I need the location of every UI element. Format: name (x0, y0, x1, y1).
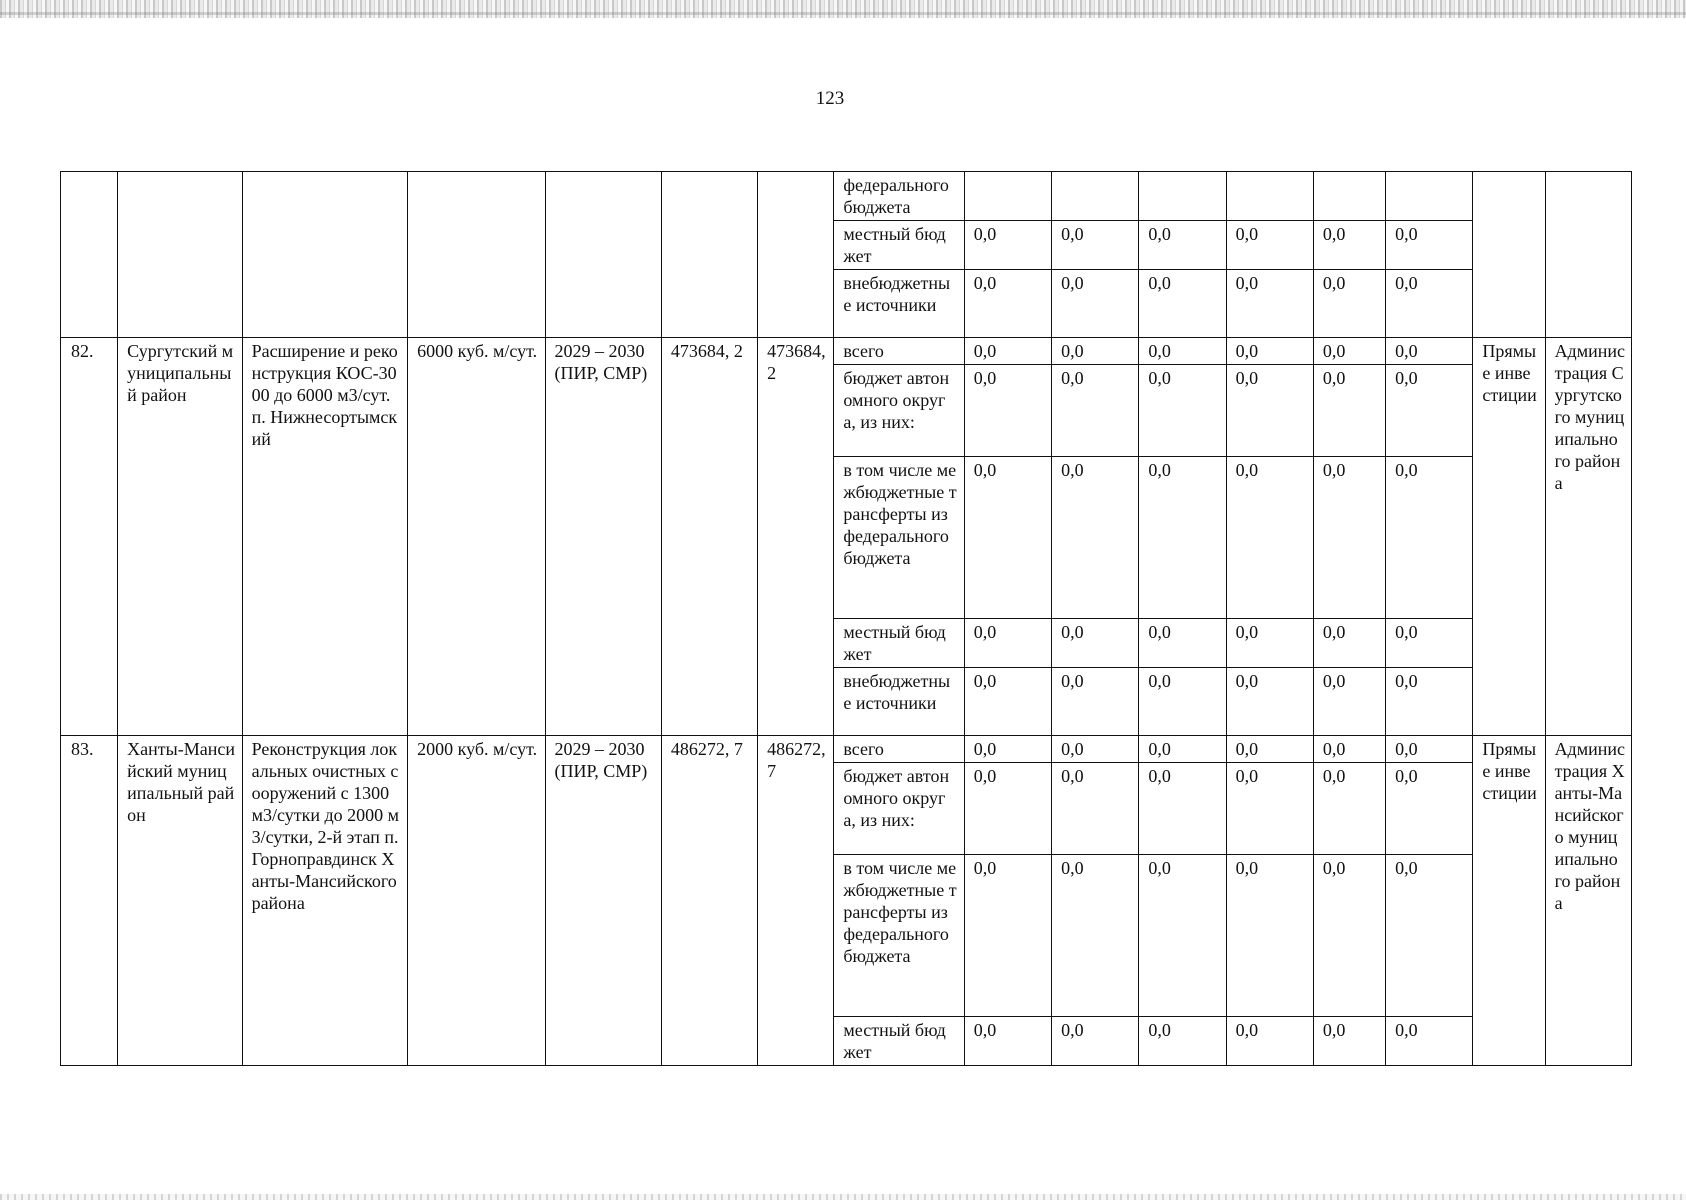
scan-line-top (0, 12, 1686, 15)
value-cell: 0,0 (1139, 619, 1226, 668)
scan-edge-bottom (0, 1194, 1686, 1200)
source-label: местный бюджет (834, 221, 964, 270)
value-cell: 0,0 (1386, 457, 1473, 619)
responsible-cell: Администрация Сургутского муниципального района (1545, 338, 1631, 736)
table-row (61, 736, 1632, 763)
municipality-cell (118, 172, 242, 338)
num-cell: 82. (61, 338, 118, 736)
source-label: внебюджетные источники (834, 270, 964, 338)
municipality-cell: Сургутский муниципальный район (118, 338, 242, 736)
value-cell: 0,0 (1052, 763, 1139, 855)
investment-table (60, 171, 1632, 1066)
value-cell: 0,0 (1313, 221, 1385, 270)
source-label: в том числе межбюджетные трансферты из федерального бюджета (834, 457, 964, 619)
period-cell: 2029 – 2030 (ПИР, СМР) (545, 736, 661, 1066)
value-cell: 0,0 (1313, 763, 1385, 855)
value-cell: 0,0 (964, 668, 1051, 736)
value-cell: 0,0 (1226, 457, 1313, 619)
num-cell (61, 172, 118, 338)
value-cell (1226, 172, 1313, 221)
source-label: бюджет автономного округа, из них: (834, 365, 964, 457)
value-cell: 0,0 (1226, 763, 1313, 855)
value-cell: 0,0 (1313, 619, 1385, 668)
scan-edge-top (0, 0, 1686, 18)
value-cell: 0,0 (1139, 457, 1226, 619)
value-cell: 0,0 (964, 736, 1051, 763)
num-cell: 83. (61, 736, 118, 1066)
value-cell: 0,0 (964, 365, 1051, 457)
capacity-cell (408, 172, 545, 338)
value-cell: 0,0 (1226, 365, 1313, 457)
value-cell: 0,0 (1386, 1017, 1473, 1066)
source-label: федерального бюджета (834, 172, 964, 221)
value-cell: 0,0 (964, 221, 1051, 270)
investment-cell: Прямые инвестиции (1473, 736, 1545, 1066)
source-label: местный бюджет (834, 1017, 964, 1066)
value-cell: 0,0 (1313, 270, 1385, 338)
value-cell: 0,0 (1226, 736, 1313, 763)
investment-cell: Прямые инвестиции (1473, 338, 1545, 736)
source-label: всего (834, 338, 964, 365)
cost-total-cell: 473684,2 (758, 338, 834, 736)
object-cell: Реконструкция локальных очистных сооружений с 1300 м3/сутки до 2000 м3/сутки, 2-й этап п. Горноправдинск Ханты-Мансийского района (242, 736, 408, 1066)
period-cell: 2029 – 2030 (ПИР, СМР) (545, 338, 661, 736)
cost-total-cell (758, 172, 834, 338)
object-cell: Расширение и реконструкция КОС-3000 до 6000 м3/сут. п. Нижнесортымский (242, 338, 408, 736)
responsible-cell: Администрация Ханты-Мансийского муниципального района (1545, 736, 1631, 1066)
value-cell: 0,0 (1386, 338, 1473, 365)
value-cell: 0,0 (1386, 763, 1473, 855)
value-cell: 0,0 (1313, 457, 1385, 619)
cost-cell: 486272, 7 (661, 736, 757, 1066)
value-cell: 0,0 (1052, 457, 1139, 619)
value-cell (964, 172, 1051, 221)
value-cell: 0,0 (964, 457, 1051, 619)
value-cell: 0,0 (964, 270, 1051, 338)
value-cell: 0,0 (1386, 365, 1473, 457)
cost-cell (661, 172, 757, 338)
value-cell (1386, 172, 1473, 221)
value-cell: 0,0 (1226, 619, 1313, 668)
value-cell: 0,0 (1226, 855, 1313, 1017)
value-cell: 0,0 (1139, 855, 1226, 1017)
value-cell: 0,0 (1139, 736, 1226, 763)
value-cell: 0,0 (1226, 338, 1313, 365)
value-cell: 0,0 (1386, 736, 1473, 763)
value-cell: 0,0 (1386, 221, 1473, 270)
value-cell: 0,0 (1052, 1017, 1139, 1066)
investment-cell (1473, 172, 1545, 338)
value-cell: 0,0 (964, 619, 1051, 668)
value-cell: 0,0 (964, 763, 1051, 855)
value-cell: 0,0 (1052, 619, 1139, 668)
value-cell: 0,0 (1313, 668, 1385, 736)
source-label: всего (834, 736, 964, 763)
capacity-cell: 2000 куб. м/сут. (408, 736, 545, 1066)
municipality-cell: Ханты-Мансийский муниципальный район (118, 736, 242, 1066)
period-cell (545, 172, 661, 338)
value-cell: 0,0 (1226, 1017, 1313, 1066)
cost-total-cell: 486272,7 (758, 736, 834, 1066)
value-cell: 0,0 (1139, 365, 1226, 457)
value-cell: 0,0 (1052, 365, 1139, 457)
value-cell: 0,0 (1139, 763, 1226, 855)
source-label: местный бюджет (834, 619, 964, 668)
value-cell: 0,0 (1386, 619, 1473, 668)
value-cell: 0,0 (1313, 1017, 1385, 1066)
value-cell: 0,0 (1226, 668, 1313, 736)
source-label: в том числе межбюджетные трансферты из федерального бюджета (834, 855, 964, 1017)
value-cell: 0,0 (964, 855, 1051, 1017)
value-cell: 0,0 (1226, 270, 1313, 338)
value-cell: 0,0 (1139, 668, 1226, 736)
source-label: бюджет автономного округа, из них: (834, 763, 964, 855)
value-cell: 0,0 (1386, 855, 1473, 1017)
value-cell: 0,0 (1313, 365, 1385, 457)
cost-cell: 473684, 2 (661, 338, 757, 736)
value-cell: 0,0 (1052, 855, 1139, 1017)
value-cell: 0,0 (1052, 736, 1139, 763)
value-cell: 0,0 (1386, 668, 1473, 736)
object-cell (242, 172, 408, 338)
value-cell: 0,0 (964, 338, 1051, 365)
table-row (61, 172, 1632, 221)
value-cell: 0,0 (1386, 270, 1473, 338)
value-cell: 0,0 (1052, 338, 1139, 365)
value-cell: 0,0 (1052, 221, 1139, 270)
page-number: 123 (815, 88, 845, 109)
value-cell: 0,0 (1052, 668, 1139, 736)
table-row (61, 338, 1632, 365)
value-cell (1052, 172, 1139, 221)
value-cell: 0,0 (964, 1017, 1051, 1066)
value-cell: 0,0 (1226, 221, 1313, 270)
value-cell: 0,0 (1139, 270, 1226, 338)
value-cell: 0,0 (1139, 338, 1226, 365)
value-cell: 0,0 (1139, 221, 1226, 270)
value-cell: 0,0 (1313, 855, 1385, 1017)
value-cell: 0,0 (1139, 1017, 1226, 1066)
source-label: внебюджетные источники (834, 668, 964, 736)
value-cell (1313, 172, 1385, 221)
capacity-cell: 6000 куб. м/сут. (408, 338, 545, 736)
value-cell: 0,0 (1313, 736, 1385, 763)
responsible-cell (1545, 172, 1631, 338)
value-cell (1139, 172, 1226, 221)
value-cell: 0,0 (1313, 338, 1385, 365)
value-cell: 0,0 (1052, 270, 1139, 338)
